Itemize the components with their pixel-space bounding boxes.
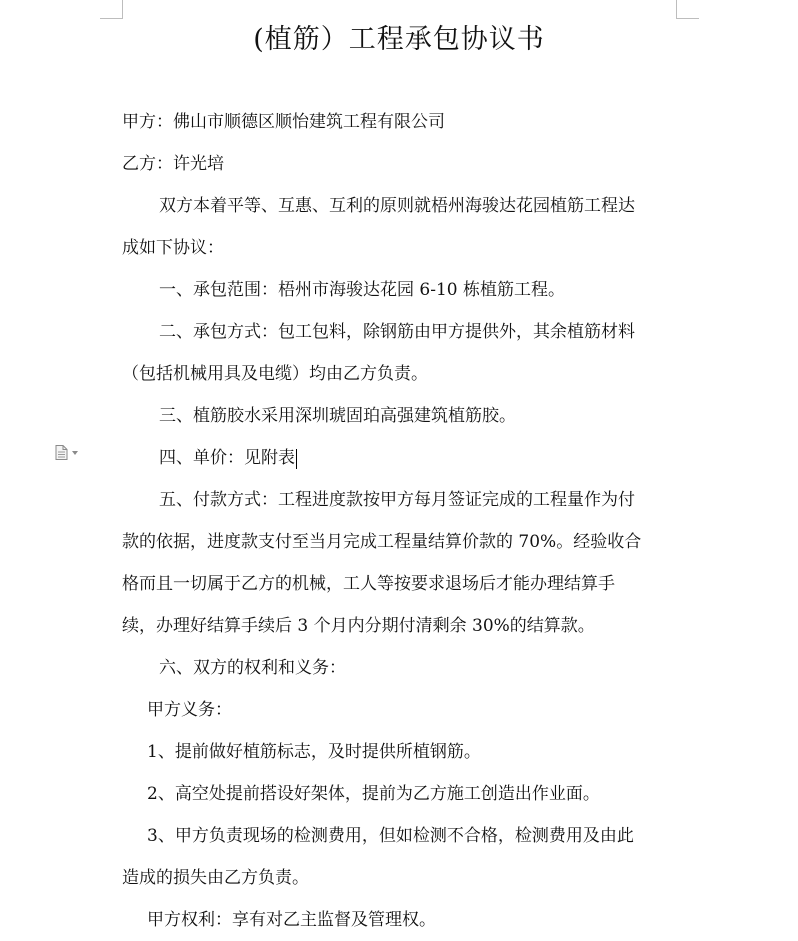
item-5-line-3: 格而且一切属于乙方的机械，工人等按要求退场后才能办理结算手 bbox=[122, 574, 615, 594]
item-5-line-1: 五、付款方式：工程进度款按甲方每月签证完成的工程量作为付 bbox=[159, 490, 635, 510]
party-a-duty-1: 1、提前做好植筋标志，及时提供所植钢筋。 bbox=[147, 742, 481, 762]
intro-line-2: 成如下协议： bbox=[122, 238, 224, 258]
item-3-adhesive: 三、植筋胶水采用深圳琥固珀高强建筑植筋胶。 bbox=[159, 406, 516, 426]
page-corner-mark-top-right bbox=[676, 0, 699, 19]
item-4-text: 四、单价：见附表 bbox=[159, 448, 295, 468]
item-4-unit-price bbox=[159, 437, 719, 479]
item-2-line-2: （包括机械用具及电缆）均由乙方负责。 bbox=[122, 364, 428, 384]
text-cursor bbox=[296, 449, 297, 469]
item-1-scope: 一、承包范围：梧州市海骏达花园 6-10 栋植筋工程。 bbox=[159, 280, 565, 300]
party-a-duty-3-line-1: 3、甲方负责现场的检测费用，但如检测不合格，检测费用及由此 bbox=[147, 826, 634, 846]
party-a-duty-2: 2、高空处提前搭设好架体，提前为乙方施工创造出作业面。 bbox=[147, 784, 600, 804]
item-5-line-2: 款的依据，进度款支付至当月完成工程量结算价款的 70%。经验收合 bbox=[122, 532, 642, 552]
document-title: (植筋）工程承包协议书 bbox=[253, 24, 545, 55]
dropdown-arrow-icon[interactable] bbox=[72, 451, 78, 455]
party-a-rights: 甲方权利：享有对乙主监督及管理权。 bbox=[147, 910, 436, 930]
party-b-line: 乙方：许光培 bbox=[122, 154, 224, 174]
party-a-duties-heading: 甲方义务： bbox=[147, 700, 232, 720]
page-corner-mark-top-left bbox=[100, 0, 123, 19]
document-icon[interactable] bbox=[55, 445, 68, 460]
party-a-line: 甲方：佛山市顺德区顺怡建筑工程有限公司 bbox=[122, 112, 445, 132]
item-6-rights-duties: 六、双方的权利和义务： bbox=[159, 658, 346, 678]
item-2-line-1: 二、承包方式：包工包料，除钢筋由甲方提供外，其余植筋材料 bbox=[159, 322, 635, 342]
item-5-line-4: 续，办理好结算手续后 3 个月内分期付清剩余 30%的结算款。 bbox=[122, 616, 595, 636]
party-a-duty-3-line-2: 造成的损失由乙方负责。 bbox=[122, 868, 309, 888]
intro-line-1: 双方本着平等、互惠、互利的原则就梧州海骏达花园植筋工程达 bbox=[159, 196, 635, 216]
